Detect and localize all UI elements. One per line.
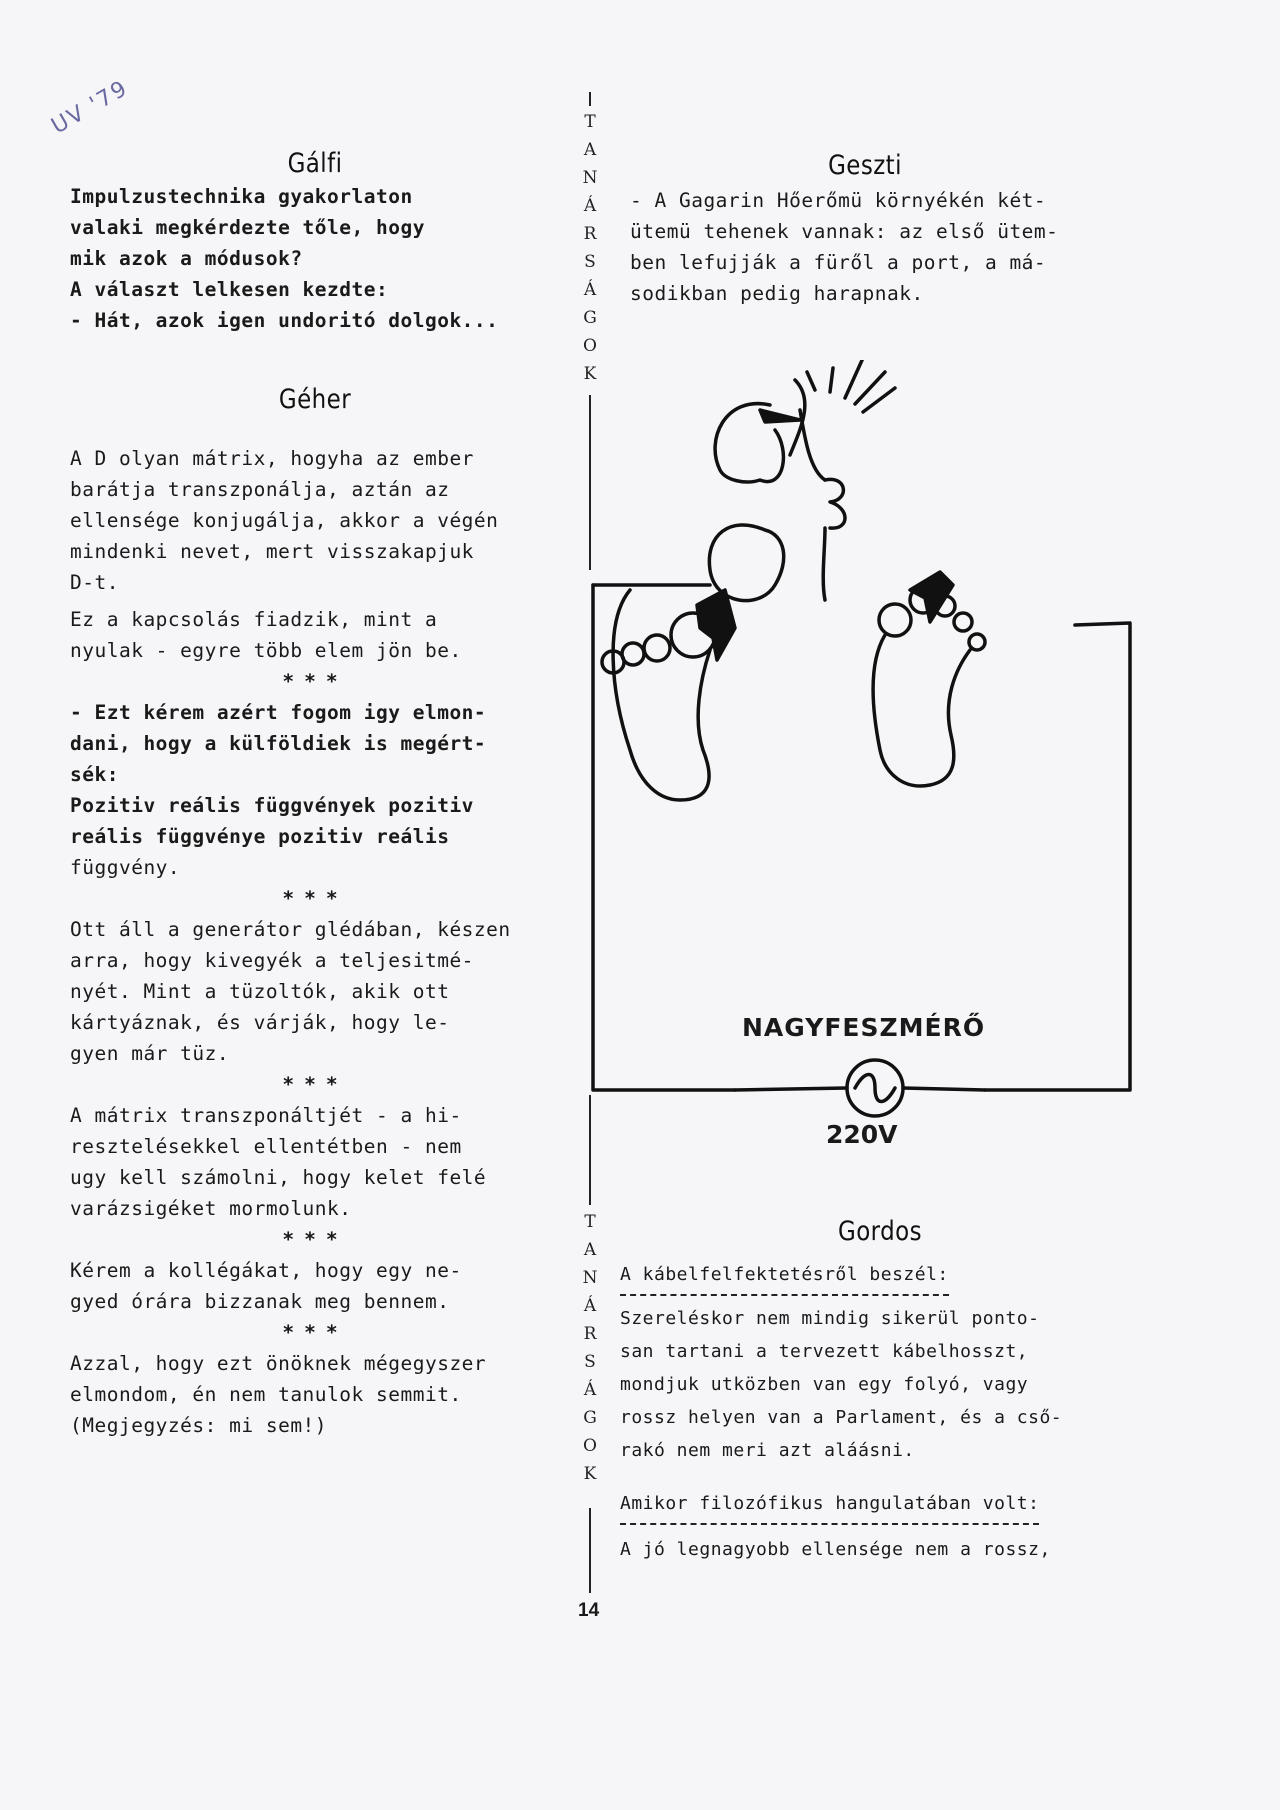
text-line: kártyáznak, és várják, hogy le- <box>70 1011 450 1034</box>
separator-stars: *** <box>282 1321 348 1344</box>
text-line: valaki megkérdezte tőle, hogy <box>70 216 425 239</box>
spark-line <box>830 368 833 392</box>
text-line: - Hát, azok igen undoritó dolgok... <box>70 309 499 332</box>
separator-stars: *** <box>282 1073 348 1096</box>
cartoon-voltage: 220V <box>826 1120 898 1149</box>
text-line: ben lefujják a füről a port, a má- <box>630 251 1047 274</box>
geher-p5 <box>70 1100 560 1224</box>
text-line: Szereléskor nem mindig sikerül ponto- <box>620 1308 1040 1329</box>
neck-line <box>823 528 825 600</box>
nose <box>825 479 845 528</box>
text-line: Pozitiv reális függvények pozitiv <box>70 794 474 817</box>
geher-p2 <box>70 604 560 666</box>
text-line: - Ezt kérem azért fogom igy elmon- <box>70 701 487 724</box>
spark-line <box>807 372 815 390</box>
nagyfeszmero-cartoon <box>585 360 1145 1170</box>
vertical-letter: G <box>583 1408 597 1428</box>
vertical-letter: G <box>583 308 597 328</box>
text-line: sék: <box>70 763 119 786</box>
geher-p3 <box>70 697 560 883</box>
text-line: A jó legnagyobb ellensége nem a rossz, <box>620 1539 1051 1560</box>
text-line: Ez a kapcsolás fiadzik, mint a <box>70 608 438 631</box>
left-toe <box>622 643 644 665</box>
text-line: nyulak - egyre több elem jön be. <box>70 639 462 662</box>
geher-p6 <box>70 1255 560 1317</box>
cartoon-frame <box>985 623 1130 1090</box>
left-clamp <box>697 590 735 660</box>
right-column-bottom <box>620 1215 1140 1566</box>
vertical-letter: Á <box>583 280 597 300</box>
vertical-letter: O <box>583 336 597 356</box>
galfi-heading: Gálfi <box>287 148 343 179</box>
gordos-heading: Gordos <box>838 1216 922 1247</box>
spark-line <box>845 360 863 398</box>
text-line: ellensége konjugálja, akkor a végén <box>70 509 499 532</box>
geszti-heading: Geszti <box>828 150 902 181</box>
text-line: Kérem a kollégákat, hogy egy ne- <box>70 1259 462 1282</box>
vertical-letter: K <box>583 364 597 384</box>
vertical-letter: N <box>582 168 598 188</box>
vertical-letter: T <box>584 1212 596 1232</box>
right-toe <box>954 613 972 631</box>
text-line: ugy kell számolni, hogy kelet felé <box>70 1166 487 1189</box>
text-line: - A Gagarin Hőerőmü környékén két- <box>630 189 1047 212</box>
text-line: Ott áll a generátor glédában, készen <box>70 918 511 941</box>
left-foot <box>613 590 710 800</box>
vertical-letter: R <box>583 1324 597 1344</box>
text-line: reális függvénye pozitiv reális <box>70 825 450 848</box>
left-toe <box>644 635 670 661</box>
vertical-letter: R <box>583 224 597 244</box>
text-line: D-t. <box>70 571 119 594</box>
vertical-label-bottom <box>577 1208 603 1488</box>
geher-p4 <box>70 914 560 1069</box>
vertical-label-top <box>577 108 603 388</box>
ac-lead <box>735 1088 847 1090</box>
gordos-p1 <box>620 1302 1140 1467</box>
vertical-letter: T <box>584 112 596 132</box>
text-line: gyed órára bizzanak meg bennem. <box>70 1290 450 1313</box>
text-line: (Megjegyzés: mi sem!) <box>70 1414 328 1437</box>
text-line: rakó nem meri azt aláásni. <box>620 1440 915 1461</box>
vertical-letter: K <box>583 1464 597 1484</box>
separator-stars: *** <box>282 1228 348 1251</box>
subheading-text: Amikor filozófikus hangulatában volt: <box>620 1487 1039 1525</box>
page-number: 14 <box>578 1600 600 1621</box>
text-line: Impulzustechnika gyakorlaton <box>70 185 413 208</box>
text-line: mik azok a módusok? <box>70 247 303 270</box>
divider-line <box>589 92 591 106</box>
right-toe <box>969 634 985 650</box>
subheading-text: A kábelfelfektetésről beszél: <box>620 1258 949 1296</box>
gordos-p2 <box>620 1533 1140 1566</box>
separator-stars: *** <box>282 887 348 910</box>
cartoon-caption: NAGYFESZMÉRŐ <box>742 1013 986 1042</box>
text-line: dani, hogy a külföldiek is megért- <box>70 732 487 755</box>
text-line: rossz helyen van a Parlament, és a cső- <box>620 1407 1063 1428</box>
vertical-letter: S <box>584 1352 596 1372</box>
vertical-letter: Á <box>583 196 597 216</box>
gordos-subheading <box>620 1258 1140 1296</box>
text-line: A mátrix transzponáltjét - a hi- <box>70 1104 462 1127</box>
vertical-letter: A <box>583 140 597 160</box>
geszti-anecdote <box>630 185 1100 309</box>
text-line: A D olyan mátrix, hogyha az ember <box>70 447 474 470</box>
left-column <box>70 148 560 1441</box>
text-line: Azzal, hogy ezt önöknek mégegyszer <box>70 1352 487 1375</box>
right-foot <box>873 635 970 786</box>
vertical-letter: A <box>583 1240 597 1260</box>
text-line: ütemü tehenek vannak: az első ütem- <box>630 220 1059 243</box>
right-column-top <box>630 150 1100 309</box>
ac-lead <box>903 1088 985 1090</box>
separator-stars: *** <box>282 670 348 693</box>
divider-line <box>589 1508 591 1593</box>
text-line: arra, hogy kivegyék a teljesitmé- <box>70 949 474 972</box>
geher-heading: Géher <box>278 384 352 415</box>
vertical-letter: O <box>583 1436 597 1456</box>
text-line: gyen már tüz. <box>70 1042 230 1065</box>
text-line: elmondom, én nem tanulok semmit. <box>70 1383 462 1406</box>
geher-p1 <box>70 443 560 598</box>
text-line: függvény. <box>70 856 181 879</box>
text-line: varázsigéket mormolunk. <box>70 1197 352 1220</box>
stamp-mark: UV '79 <box>47 75 133 140</box>
geher-p7 <box>70 1348 560 1441</box>
text-line: barátja transzponálja, aztán az <box>70 478 450 501</box>
vertical-letter: Á <box>583 1296 597 1316</box>
text-line: sodikban pedig harapnak. <box>630 282 924 305</box>
text-line: resztelésekkel ellentétben - nem <box>70 1135 462 1158</box>
vertical-letter: N <box>582 1268 598 1288</box>
text-line: A választ lelkesen kezdte: <box>70 278 389 301</box>
text-line: mindenki nevet, mert visszakapjuk <box>70 540 474 563</box>
ac-wave <box>855 1075 895 1102</box>
galfi-anecdote <box>70 181 560 336</box>
text-line: nyét. Mint a tüzoltók, akik ott <box>70 980 450 1003</box>
vertical-letter: S <box>584 252 596 272</box>
vertical-letter: Á <box>583 1380 597 1400</box>
gordos-subheading <box>620 1487 1140 1525</box>
text-line: mondjuk utközben van egy folyó, vagy <box>620 1374 1029 1395</box>
text-line: san tartani a tervezett kábelhosszt, <box>620 1341 1029 1362</box>
right-toe <box>879 604 911 636</box>
head-eye <box>760 410 800 422</box>
round-belly <box>709 525 783 601</box>
